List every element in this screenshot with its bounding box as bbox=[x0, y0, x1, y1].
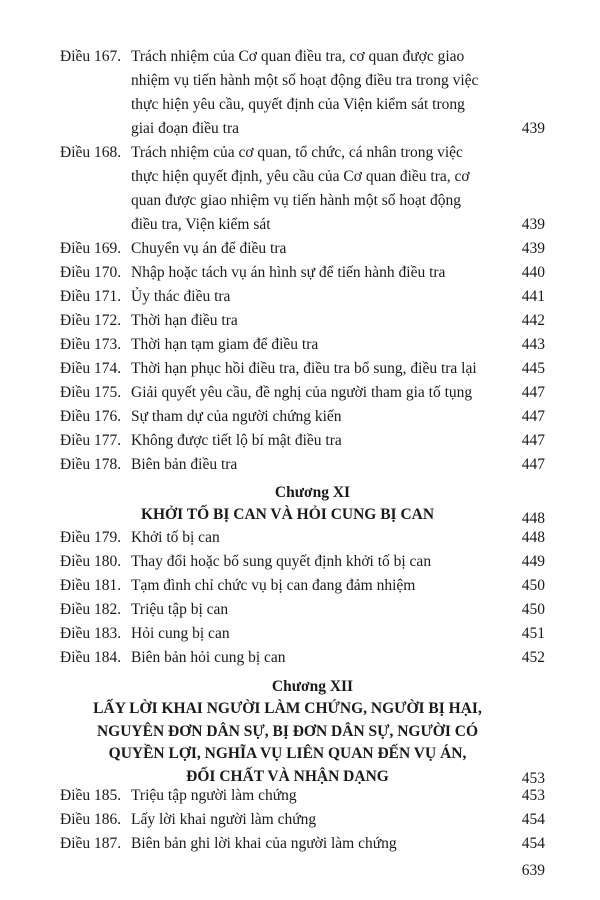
toc-entry bbox=[60, 453, 545, 477]
entry-title: Khởi tố bị can bbox=[131, 529, 220, 546]
entry-title: Trách nhiệm của cơ quan, tổ chức, cá nhân trong việc thực hiện quyết định, yêu cầu của Cơ quan điều tra, cơ quan được giao nhiệm vụ tiến hành một số hoạt động điều tra, Viện kiểm sát bbox=[131, 144, 470, 233]
entry-title: Thời hạn điều tra bbox=[131, 312, 238, 329]
entry-label: Điều 177. bbox=[60, 432, 122, 449]
entry-label: Điều 184. bbox=[60, 649, 122, 666]
entry-title: Thời hạn tạm giam để điều tra bbox=[131, 336, 319, 353]
toc-entry bbox=[60, 622, 545, 646]
toc-entry bbox=[60, 429, 545, 453]
entry-title: Thay đổi hoặc bổ sung quyết định khởi tố bị can bbox=[131, 553, 432, 570]
toc-entry bbox=[60, 333, 545, 357]
entry-page: 454 bbox=[521, 811, 545, 828]
entry-label: Điều 176. bbox=[60, 408, 122, 425]
toc-entry bbox=[60, 381, 545, 405]
entry-label: Điều 168. bbox=[60, 144, 122, 161]
entry-label: Điều 171. bbox=[60, 288, 122, 305]
entry-title: Tạm đình chỉ chức vụ bị can đang đảm nhiệm bbox=[131, 577, 416, 594]
toc-entry bbox=[60, 45, 545, 141]
entry-title: Biên bản hỏi cung bị can bbox=[131, 649, 286, 666]
entry-label: Điều 167. bbox=[60, 48, 122, 65]
entry-label: Điều 183. bbox=[60, 625, 122, 642]
entry-page: 439 bbox=[521, 120, 545, 137]
entry-title: Triệu tập bị can bbox=[131, 601, 229, 618]
chapter-heading bbox=[60, 676, 545, 788]
entry-label: Điều 175. bbox=[60, 384, 122, 401]
entry-page: 450 bbox=[521, 577, 545, 594]
entry-label: Điều 173. bbox=[60, 336, 122, 353]
entry-title: Nhập hoặc tách vụ án hình sự để tiến hành điều tra bbox=[131, 264, 446, 281]
entry-page: 439 bbox=[521, 216, 545, 233]
chapter-title: LẤY LỜI KHAI NGƯỜI LÀM CHỨNG, NGƯỜI BỊ HẠI, NGUYÊN ĐƠN DÂN SỰ, BỊ ĐƠN DÂN SỰ, NGƯỜI CÓ QUYỀN LỢI, NGHĨA VỤ LIÊN QUAN ĐẾN VỤ ÁN, ĐỐI CHẤT VÀ NHẬN DẠNG bbox=[93, 700, 482, 785]
entry-page: 440 bbox=[521, 264, 545, 281]
entry-page: 439 bbox=[521, 240, 545, 257]
entry-page: 442 bbox=[521, 312, 545, 329]
chapter-title: KHỞI TỐ BỊ CAN VÀ HỎI CUNG BỊ CAN bbox=[140, 506, 435, 523]
chapter-number: Chương XI bbox=[274, 484, 351, 501]
toc-entry bbox=[60, 405, 545, 429]
entry-label: Điều 181. bbox=[60, 577, 122, 594]
toc-entry bbox=[60, 237, 545, 261]
entry-label: Điều 178. bbox=[60, 456, 122, 473]
entry-page: 443 bbox=[521, 336, 545, 353]
entry-title: Lấy lời khai người làm chứng bbox=[131, 811, 317, 828]
entry-page: 447 bbox=[521, 432, 545, 449]
toc-entry bbox=[60, 574, 545, 598]
toc-entry bbox=[60, 784, 545, 808]
toc-entry bbox=[60, 309, 545, 333]
toc-entry bbox=[60, 646, 545, 670]
entry-title: Hỏi cung bị can bbox=[131, 625, 230, 642]
entry-page: 453 bbox=[521, 787, 545, 804]
chapter-heading bbox=[60, 482, 545, 528]
entry-title: Giải quyết yêu cầu, đề nghị của người tham gia tố tụng bbox=[131, 384, 473, 401]
entry-title: Thời hạn phục hồi điều tra, điều tra bổ sung, điều tra lại bbox=[131, 360, 477, 377]
entry-page: 451 bbox=[521, 625, 545, 642]
toc-entry bbox=[60, 285, 545, 309]
entry-label: Điều 185. bbox=[60, 787, 122, 804]
entry-title: Trách nhiệm của Cơ quan điều tra, cơ quan được giao nhiệm vụ tiến hành một số hoạt động điều tra trong việc thực hiện yêu cầu, quyết định của Viện kiểm sát trong giai đoạn điều tra bbox=[131, 48, 479, 137]
entry-page: 450 bbox=[521, 601, 545, 618]
entry-title: Chuyển vụ án để điều tra bbox=[131, 240, 287, 257]
entry-title: Biên bản ghi lời khai của người làm chứng bbox=[131, 835, 397, 852]
entry-label: Điều 187. bbox=[60, 835, 122, 852]
chapter-page: 453 bbox=[521, 770, 545, 787]
toc-entry bbox=[60, 832, 545, 856]
entry-page: 454 bbox=[521, 835, 545, 852]
entry-title: Không được tiết lộ bí mật điều tra bbox=[131, 432, 342, 449]
entry-page: 447 bbox=[521, 456, 545, 473]
toc-entry bbox=[60, 141, 545, 237]
toc-entry bbox=[60, 598, 545, 622]
entry-label: Điều 174. bbox=[60, 360, 122, 377]
chapter-number: Chương XII bbox=[271, 678, 354, 695]
entry-title: Ủy thác điều tra bbox=[131, 288, 231, 305]
toc-entry bbox=[60, 550, 545, 574]
entry-label: Điều 169. bbox=[60, 240, 122, 257]
entry-label: Điều 182. bbox=[60, 601, 122, 618]
entry-title: Sự tham dự của người chứng kiến bbox=[131, 408, 342, 425]
toc-entry bbox=[60, 808, 545, 832]
entry-page: 441 bbox=[521, 288, 545, 305]
entry-page: 449 bbox=[521, 553, 545, 570]
page-number: 639 bbox=[521, 862, 545, 879]
toc-entry bbox=[60, 357, 545, 381]
entry-title: Biên bản điều tra bbox=[131, 456, 238, 473]
entry-label: Điều 179. bbox=[60, 529, 122, 546]
entry-page: 445 bbox=[521, 360, 545, 377]
entry-label: Điều 170. bbox=[60, 264, 122, 281]
entry-page: 447 bbox=[521, 408, 545, 425]
toc-entry bbox=[60, 526, 545, 550]
entry-page: 448 bbox=[521, 529, 545, 546]
entry-page: 447 bbox=[521, 384, 545, 401]
entry-title: Triệu tập người làm chứng bbox=[131, 787, 297, 804]
entry-label: Điều 180. bbox=[60, 553, 122, 570]
entry-label: Điều 172. bbox=[60, 312, 122, 329]
chapter-page: 448 bbox=[521, 510, 545, 527]
entry-label: Điều 186. bbox=[60, 811, 122, 828]
toc-entry bbox=[60, 261, 545, 285]
entry-page: 452 bbox=[521, 649, 545, 666]
